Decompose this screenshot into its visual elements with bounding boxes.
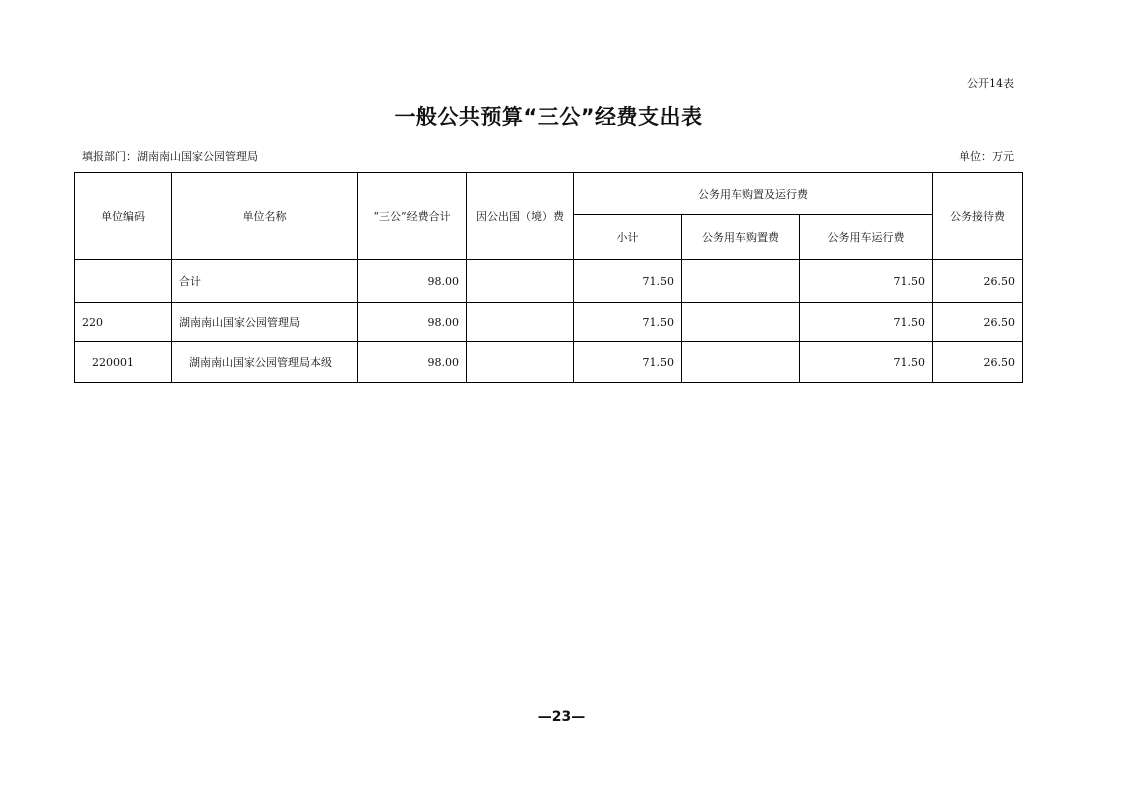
cell-total: 98.00	[358, 260, 467, 303]
table-row	[75, 260, 1023, 303]
cell-name: 湖南南山国家公园管理局本级	[172, 342, 358, 383]
budget-table	[74, 172, 1023, 383]
cell-purchase	[682, 303, 800, 342]
header-purchase: 公务用车购置费	[682, 215, 800, 260]
header-operation: 公务用车运行费	[800, 215, 933, 260]
cell-code: 220001	[75, 342, 172, 383]
header-row-1	[75, 173, 1023, 215]
cell-name: 合计	[172, 260, 358, 303]
cell-abroad	[467, 260, 574, 303]
page-title: 一般公共预算“三公”经费支出表	[394, 105, 703, 129]
cell-purchase	[682, 260, 800, 303]
cell-subtotal: 71.50	[574, 260, 682, 303]
header-reception: 公务接待费	[933, 173, 1023, 260]
unit-label: 单位：万元	[959, 150, 1014, 163]
cell-reception: 26.50	[933, 260, 1023, 303]
header-vehicle-group: 公务用车购置及运行费	[574, 173, 933, 215]
cell-reception: 26.50	[933, 342, 1023, 383]
cell-purchase	[682, 342, 800, 383]
cell-subtotal: 71.50	[574, 303, 682, 342]
cell-subtotal: 71.50	[574, 342, 682, 383]
header-name: 单位名称	[172, 173, 358, 260]
cell-code: 220	[75, 303, 172, 342]
form-number: 公开14表	[967, 77, 1014, 90]
table-row	[75, 303, 1023, 342]
cell-abroad	[467, 303, 574, 342]
cell-total: 98.00	[358, 303, 467, 342]
cell-operation: 71.50	[800, 260, 933, 303]
cell-name: 湖南南山国家公园管理局	[172, 303, 358, 342]
header-subtotal: 小计	[574, 215, 682, 260]
cell-abroad	[467, 342, 574, 383]
reporting-department: 填报部门：湖南南山国家公园管理局	[82, 150, 258, 163]
page-number: —23—	[537, 709, 586, 725]
header-code: 单位编码	[75, 173, 172, 260]
cell-code	[75, 260, 172, 303]
cell-total: 98.00	[358, 342, 467, 383]
table-row	[75, 342, 1023, 383]
cell-operation: 71.50	[800, 303, 933, 342]
cell-operation: 71.50	[800, 342, 933, 383]
cell-reception: 26.50	[933, 303, 1023, 342]
header-abroad: 因公出国（境）费	[467, 173, 574, 260]
header-total: “三公”经费合计	[358, 173, 467, 260]
